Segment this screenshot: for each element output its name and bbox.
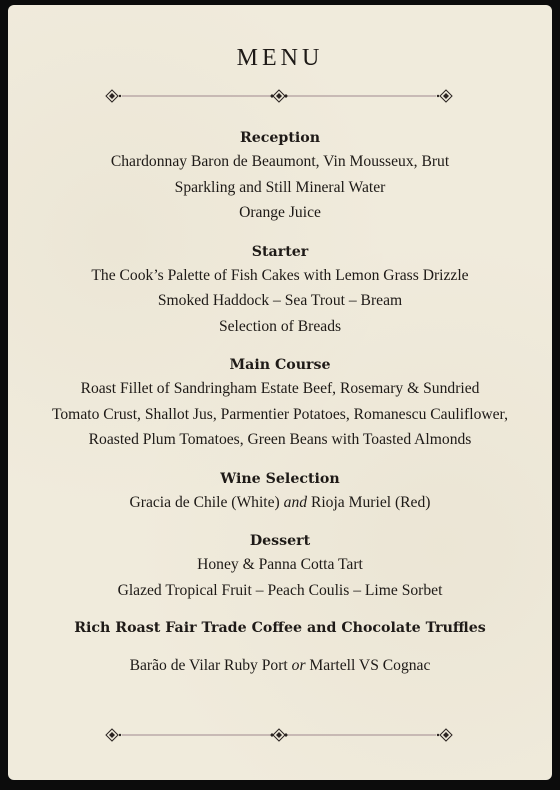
menu-item: Smoked Haddock – Sea Trout – Bream <box>157 292 403 309</box>
diamond-divider-icon <box>104 728 454 742</box>
port-option: Barão de Vilar Ruby Port <box>129 657 292 674</box>
cognac-option: Martell VS Cognac <box>305 657 431 674</box>
section-wine-selection <box>8 468 552 516</box>
section-main-course <box>8 354 552 453</box>
section-reception <box>8 127 552 226</box>
wine-white: Gracia de Chile (White) <box>129 493 284 511</box>
menu-item: The Cook’s Palette of Fish Cakes with Lemon Grass Drizzle <box>91 266 469 284</box>
section-dessert <box>8 530 552 603</box>
menu-item: Selection of Breads <box>218 317 342 335</box>
menu-item: Glazed Tropical Fruit – Peach Coulis – Lime Sorbet <box>117 581 443 599</box>
menu-item: Honey & Panna Cotta Tart <box>197 556 363 573</box>
menu-card <box>8 5 552 780</box>
menu-item: Roasted Plum Tomatoes, Green Beans with Toasted Almonds <box>88 431 472 448</box>
section-heading: Starter <box>251 243 309 260</box>
wine-red: Rioja Muriel (Red) <box>307 493 431 511</box>
section-heading: Main Course <box>229 357 331 373</box>
menu-item: Orange Juice <box>239 204 321 221</box>
menu-item <box>8 490 552 516</box>
section-heading: Reception <box>239 130 321 146</box>
menu-item <box>8 653 552 679</box>
section-heading: Dessert <box>249 533 311 549</box>
section-coffee <box>8 617 552 639</box>
menu-item: Chardonnay Baron de Beaumont, Vin Mousseux, Brut <box>110 153 450 170</box>
menu-item: Tomato Crust, Shallot Jus, Parmentier Potatoes, Romanescu Cauliflower, <box>51 405 509 423</box>
menu-item: Roast Fillet of Sandringham Estate Beef, Rosemary & Sundried <box>80 380 480 397</box>
conjunction: and <box>283 493 308 511</box>
menu-content <box>8 127 552 679</box>
conjunction: or <box>291 657 306 674</box>
section-starter <box>8 241 552 340</box>
diamond-divider-icon <box>104 89 454 103</box>
menu-item: Sparkling and Still Mineral Water <box>174 178 386 196</box>
section-heading: Wine Selection <box>220 470 340 487</box>
section-port <box>8 653 552 679</box>
menu-title: MENU <box>236 45 324 71</box>
section-heading: Rich Roast Fair Trade Coffee and Chocolate Truffles <box>74 620 486 636</box>
